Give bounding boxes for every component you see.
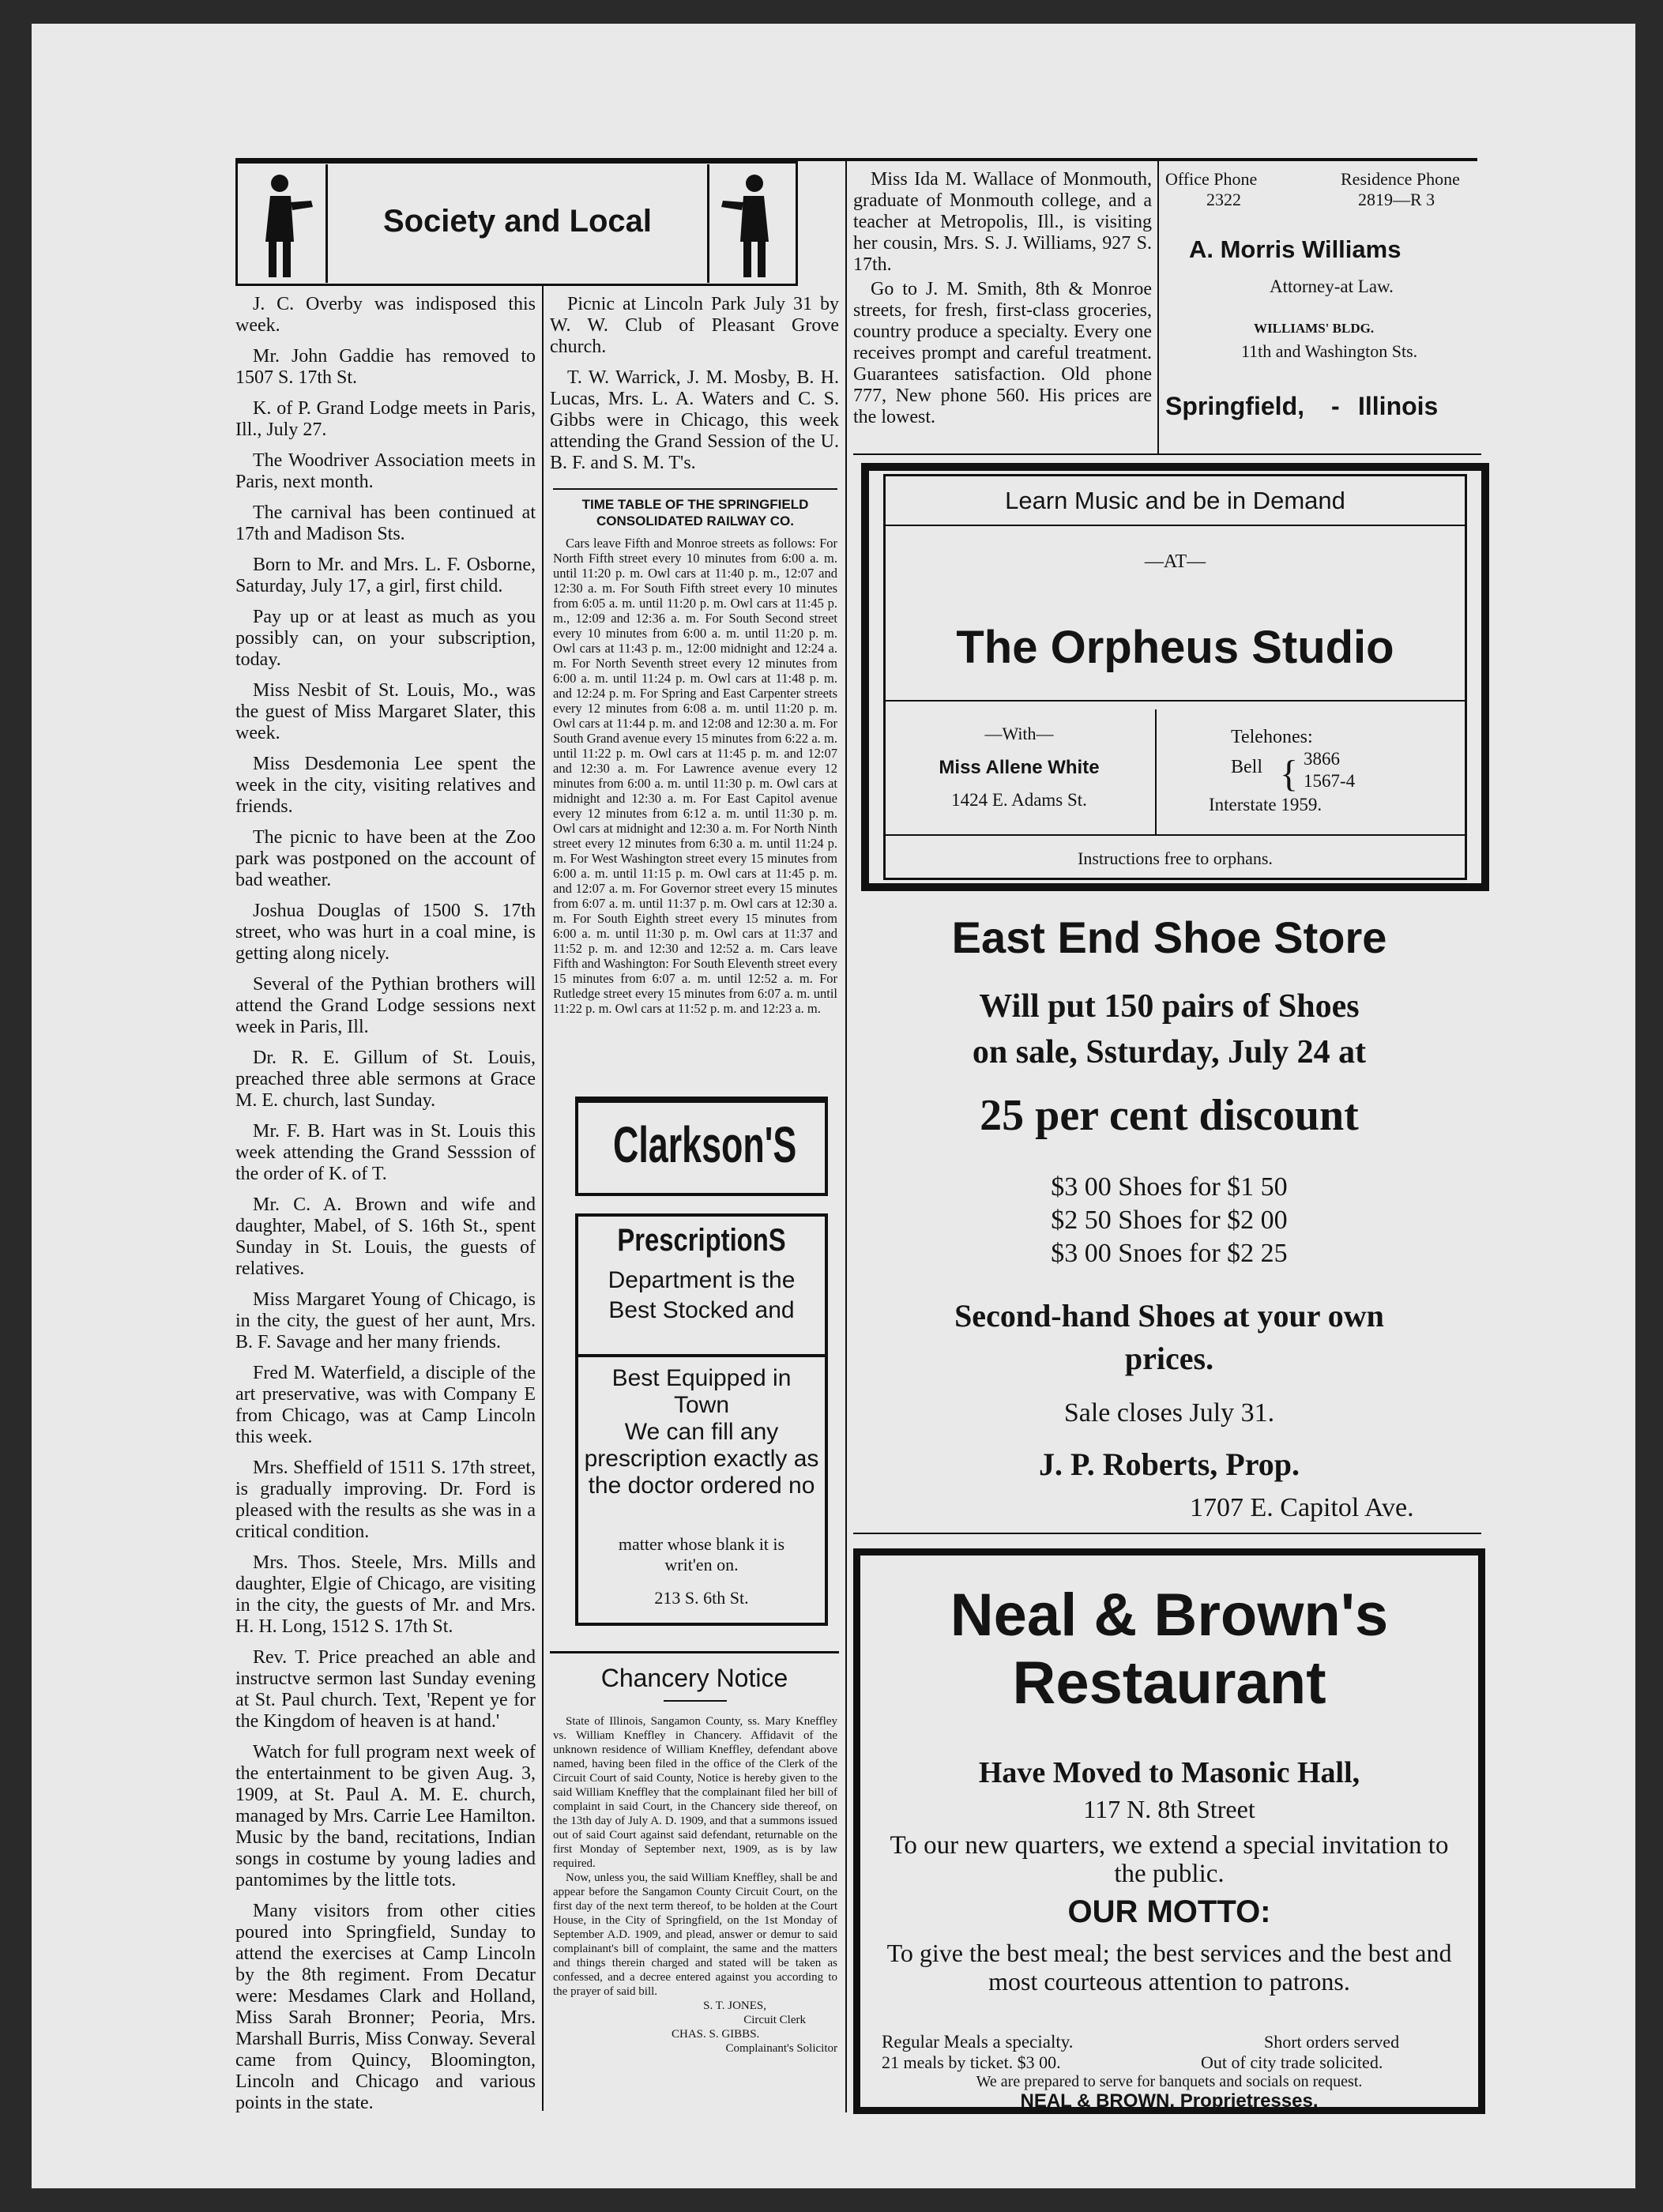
column-divider-3 [1157,161,1159,453]
shoe-store-name: East End Shoe Store [951,912,1387,962]
newspaper-page: Society and Local J. C. Overby was indisposed this week. Mr. John Gaddie has removed to 1507 S. 17th St. K. of P. Grand Lodge meets in Paris, Ill., July 27. The Woodriver Association meets in Paris, next month. The carnival has been continued at 17th and Madison Sts. Born to Mr. and Mrs. L. F. Osborne, Saturday, July 17, a girl, first child. Pay up or at least as much as you possibly can, on your subscription, today. Miss Nesbit of St. Louis, Mo., was the guest of Miss Margaret Slater, this week. Miss Desdemonia Lee spent the week in the city, visiting relatives and friends. The picnic to have been at the Zoo park was postponed on the account of bad weather. Joshua Douglas of 1500 S. 17th street, who was hurt in a coal mine, is getting along nicely. Several of the Pythian brothers will attend the Grand Lodge sessions next week in Paris, Ill. Dr. R. E. Gillum of St. Louis, preached three able sermons at Grace M. E. church, last Sunday. Mr. F. B. Hart was in St. Louis this week attending the Grand Sesssion of the order of K. of T. Mr. C. A. Brown and wife and daughter, Mabel, of S. 16th St., spent Sunday in St. Louis, the guests of relatives. Miss Margaret Young of Chicago, is in the city, the guest of her aunt, Mrs. B. F. Savage and her many friends. Fred M. Waterfield, a disciple of the art preservative, was with Company E from Chicago, was at Camp Lincoln this week. Mrs. Sheffield of 1511 S. 17th street, is gradually improving. Dr. Ford is pleased with the results as she was in a critical condition. Mrs. Thos. Steele, Mrs. Mills and daughter, Elgie of Chicago, are visiting in the city, the guests of Mr. and Mrs. H. H. Long, 1512 S. 17th St. Rev. T. Price preached an able and instructve sermon last Sunday evening at St. Paul church. Text, 'Repent ye for the Kingdom of heaven is at hand.' Watch for full program next week of the entertainment to be given Aug. 3, 1909, at St. Paul A. M. E. church, managed by Mrs. Carrie Lee Hamilton. Music by the band, recitations, Indian songs in costume by young ladies and pantomimes by the little tots. Many visitors from other cities poured into Springfield, Sunday to attend the exercises at Camp Lincoln by the 8th regiment. From Decatur were: Mesdames Clark and Holland, Miss Sarah Bronner; Peoria, Mrs. Marshall Burris, Miss Conway. Several came from Quincy, Bloomington, Lincoln and Chicago and various points in the state. Picnic at Lincoln Park July 31 by W. W. Club of Pleasant Grove church. T. W. Warrick, J. M. Mosby, B. H. Lucas, Mrs. L. A. Waters and C. S. Gibbs were in Chicago, this week attending the Grand Session of the U. B. F. and S. M. T's. TIME TABLE OF THE SPRINGFIELD CONSOLIDATED RAILWAY CO. Cars leave Fifth and Monroe streets as follows: For North Fifth street every 10 minutes from 6:00 a. m. until 11:20 p. m. Owl cars at 11:40 p. m., 12:07 and 12:30 a. m. For South Fifth street every 10 minutes from 6:05 a. m. until 11:20 p. m. Owl cars at 11:45 p. m., 12:09 and 12:36 a. m. For South Second street every 10 minutes from 6:00 a. m. until 11:20 p. m. Owl cars at 11:43 p. m., 12:00 midnight and 12:24 a. m. For North Seventh street every 12 minutes from 6:00 a. m. until 11:24 p. m. Owl cars at 11:48 p. m. and 12:24 p. m. For Spring and East Carpenter streets every 12 minutes from 6:08 a. m. until 11:20 p. m. Owl cars at 11:44 p. m. and 12:08 and 12:30 a. m. For South Grand avenue every 15 minutes from 6:22 a. m. until 11:22 p. m. Owl cars at 11:45 p. m. and 12:07 and 12:30 a. m. For Lawrence avenue every 12 minutes from 6:00 a. m. until 11:30 p. m. Owl cars at midnight and 12:30 a. m. For East Capitol avenue every 12 minutes from 6:12 a. m. until 11:30 p. m. Owl cars at midnight and 12:30 a. m. For North Ninth street every 12 minutes from 6:30 a. m. until 11:24 p. m. For West Washington street every 15 minutes from 6:00 a. m. until 11:15 p. m. Owl cars at 11:45 p. m. and 12:07 a. m. For Governor street every 15 minutes from 6:07 a. m. until 11:37 p. m. Owl cars at 12:30 a. m. For South Eighth street every 15 minutes from 6:00 a. m. until 11:30 p. m. Owl cars at 11:37 and 11:52 p. m. and 12:30 and 12:52 a. m. Cars leave Fifth and Washington: For South Eleventh street every 15 minutes from 6:07 a. m. until 12:52 a. m. For Rutledge street every 15 minutes from 6:07 a. m. until 11:22 p. m. Owl cars at 11:52 p. m. and 12:23 a. m. Clarkson'S PrescriptionS Department is the Best Stocked and Best Equipped in Town We can fill any prescription exactly as the doctor ordered no matter whose blank it is writ'en on. 213 S. 6th St. Chancery Notice State of Illinois, Sangamon County, ss. Mary Kneffley vs. William Kneffley in Chancery. Affidavit of the unknown residence of William Kneffley, defendant above named, having been filed in the office of the Clerk of the Circuit Court of said County, Notice is hereby given to the said William Kneffley that the complainant filed her bill of complaint in said Court, in the Chancery side thereof, on the 13th day of July A. D. 1909, and that a summons issued out of said Court against said defendant, returnable on the first Monday of September next, 1909, as is by law required. Now, unless you, the said William Kneffley, shall be and appear before the Sangamon County Circuit Court, on the first day of the next term thereof, to be holden at the Court House, in the City of Springfield, on the 1st Monday of September A.D. 1909, and plead, answer or demur to said complainant's bill of complaint, the same and the matters and things therein charged and stated will be taken as confessed, and a decree entered against you according to the prayer of said bill. S. T. JONES, Circuit Clerk CHAS. S. GIBBS. Complainant's Solicitor Miss Ida M. Wallace of Monmouth, graduate of Monmouth college, and a teacher at Metropolis, Ill., is visiting her cousin, Mrs. S. J. Williams, 927 S. 17th. Go to J. M. Smith, 8th & Monroe streets, for fresh, first-class groceries, country produce a specialty. Every one receives prompt and careful treatment. Guarantees satisfaction. Old phone 777, New phone 560. His prices are the lowest. Office Phone 2322 Residence Phone 2819—R 3 A. Morris Williams Attorney-at Law. WILLIAMS' BLDG. 11th and Washington Sts. Springfield, - Illinois Learn Music and be in Demand —AT— The Orpheus Studio —With— Miss Allene White 1424 E. Adams St. Telehones: Bell { 3866 1567-4 Interstate 1959. Instructions free to orphans. East End Shoe Store Will put 150 pairs of Shoes on sale, Ssturday, July 24 at 25 per cent discount $3 00 Shoes for $1 50 $2 50 Shoes for $2 00 $3 00 Snoes for $2 25 Second-hand Shoes at your own prices. Sale closes July 31. J. P. Roberts, Prop. 1707 E. Capitol Ave. Neal & Brown's Restaurant Have Moved to Masonic Hall, 117 N. 8th Street To our new quarters, we extend a special invitation to the public. OUR MOTTO: To give the best meal; the best services and the best and most courteous attention to patrons. Regular Meals a specialty. Short orders served 21 meals by ticket. $3 00. Out of city trade solicited. We are prepared to serve for banquets and socials on request. NEAL & BROWN, Proprietresses. [32,24,1635,2188]
local-item: Rev. T. Price preached an able and instructve sermon last Sunday evening at St. Paul church. Text, 'Repent ye for the Kingdom of heaven is at hand.' [235,1647,536,1732]
local-item: Dr. R. E. Gillum of St. Louis, preached three able sermons at Grace M. E. church, last Sunday. [235,1048,536,1111]
orpheus-name: The Orpheus Studio [956,622,1394,673]
clarkson-ad: Clarkson'S PrescriptionS Department is the Best Stocked and Best Equipped in Town We can fill any prescription exactly as the doctor ordered no matter whose blank it is writ'en on. 213 S. 6th St. [550,1081,839,1651]
local-item: Born to Mr. and Mrs. L. F. Osborne, Saturday, July 17, a girl, first child. [235,555,536,596]
clarkson-heading: PrescriptionS [617,1223,786,1258]
local-item: The picnic to have been at the Zoo park was postponed on the account of bad weather. [235,827,536,890]
local-item: Fred M. Waterfield, a disciple of the art preservative, was with Company E from Chicago, was at Camp Lincoln this week. [235,1363,536,1447]
timetable-title: TIME TABLE OF THE SPRINGFIELD CONSOLIDATED RAILWAY CO. [581,497,809,529]
middle-column [550,294,839,483]
local-item: Watch for full program next week of the entertainment to be given Aug. 3, 1909, at St. Paul A. M. E. church, managed by Mrs. Carrie Lee Hamilton. Music by the band, recitations, Indian songs in costume by young ladies and pantomimes by the little tots. [235,1742,536,1890]
local-item: Go to J. M. Smith, 8th & Monroe streets, for fresh, first-class groceries, country produce a specialty. Every one receives prompt and careful treatment. Guarantees satisfaction. Old phone 777, New phone 560. His prices are the lowest. [853,279,1152,427]
local-item: J. C. Overby was indisposed this week. [235,294,536,336]
local-item: Picnic at Lincoln Park July 31 by W. W. Club of Pleasant Grove church. [550,294,839,357]
local-item: Mrs. Thos. Steele, Mrs. Mills and daughter, Elgie of Chicago, are visiting in the city, the guests of Mr. and Mrs. H. H. Long, 1512 S. 17th St. [235,1552,536,1637]
restaurant-ad: Neal & Brown's Restaurant Have Moved to Masonic Hall, 117 N. 8th Street To our new quarters, we extend a special invitation to the public. OUR MOTTO: To give the best meal; the best services and the best and most courteous attention to patrons. Regular Meals a specialty. Short orders served 21 meals by ticket. $3 00. Out of city trade solicited. We are prepared to serve for banquets and socials on request. [853,1548,1485,2114]
local-item: Joshua Douglas of 1500 S. 17th street, who was hurt in a coal mine, is getting along nicely. [235,901,536,964]
column-divider-2 [845,161,847,2112]
local-item: Miss Margaret Young of Chicago, is in the city, the guest of her aunt, Mrs. B. F. Savage and her many friends. [235,1289,536,1352]
top-right-items [853,169,1152,438]
column-divider-1 [542,286,544,2111]
local-item: Miss Desdemonia Lee spent the week in the city, visiting relatives and friends. [235,754,536,817]
local-item: The carnival has been continued at 17th and Madison Sts. [235,502,536,544]
local-item: Mr. F. B. Hart was in St. Louis this week attending the Grand Sesssion of the order of K. of T. [235,1121,536,1184]
local-item: The Woodriver Association meets in Paris, next month. [235,450,536,492]
clarkson-name: Clarkson'S [613,1116,797,1173]
shoe-store-ad: East End Shoe Store Will put 150 pairs of Shoes on sale, Ssturday, July 24 at 25 per cent discount $3 00 Shoes for $1 50 $2 50 Shoes for $2 00 $3 00 Snoes for $2 25 Second-hand Shoes at your own prices. Sale closes July 31. J. P. Roberts, Prop. 1707 E. Capitol Ave. [853,893,1485,1525]
restaurant-name: Neal & Brown's [950,1582,1389,1649]
chancery-title: Chancery Notice [600,1664,788,1692]
local-item: T. W. Warrick, J. M. Mosby, B. H. Lucas, Mrs. L. A. Waters and C. S. Gibbs were in Chicago, this week attending the Grand Session of the U. B. F. and S. M. T's. [550,367,839,473]
local-item: Mr. John Gaddie has removed to 1507 S. 17th St. [235,346,536,388]
local-item: Several of the Pythian brothers will attend the Grand Lodge sessions next week in Paris, Ill. [235,974,536,1037]
waiter-figure-right-icon [717,171,788,281]
local-item: Many visitors from other cities poured into Springfield, Sunday to attend the exercises at Camp Lincoln by the 8th regiment. From Decatur were: Mesdames Clark and Holland, Miss Sarah Bronner; Peoria, Mrs. Marshall Burris, Miss Conway. Several came from Quincy, Bloomington, Lincoln and Chicago and various points in the state. [235,1901,536,2113]
chancery-body: State of Illinois, Sangamon County, ss. Mary Kneffley vs. William Kneffley in Chancery. Affidavit of the unknown residence of William Kneffley, defendant above named, having been filed in the office of the Clerk of the Circuit Court of said County, Notice is hereby given to the said William Kneffley that the complainant filed her bill of complaint in said Court, in the Chancery side thereof, on the 13th day of July A. D. 1909, and that a summons issued out of said Court against said defendant, returnable on the first Monday of September next, 1909, as is by law required. Now, unless you, the said William Kneffley, shall be and appear before the Sangamon County Circuit Court, on the first day of the next term thereof, to be holden at the Court House, in the City of Springfield, on the 1st Monday of September A.D. 1909, and plead, answer or demur to said complainant's bill of complaint, the same and the matters and things therein charged and stated will be taken as confessed, and a decree entered against you according to the prayer of said bill. S. T. JONES, Circuit Clerk CHAS. S. GIBBS. Complainant's Solicitor [553,1715,837,2055]
attorney-card: Office Phone 2322 Residence Phone 2819—R 3 A. Morris Williams Attorney-at Law. WILLIAMS' BLDG. 11th and Washington Sts. Springfield, - Illinois [1165,169,1460,420]
waiter-figure-left-icon [246,171,318,281]
local-item: Mrs. Sheffield of 1511 S. 17th street, is gradually improving. Dr. Ford is pleased with the results as she was in a critical condition. [235,1458,536,1542]
attorney-name: A. Morris Williams [1189,235,1402,263]
orpheus-studio-ad: Learn Music and be in Demand —AT— The Orpheus Studio —With— Miss Allene White 1424 E. Adams St. Telehones: Bell { 3866 1567-4 Interstate 1959. Instructions free to orphans. [861,463,1489,891]
local-item: Miss Ida M. Wallace of Monmouth, graduate of Monmouth college, and a teacher at Metropolis, Ill., is visiting her cousin, Mrs. S. J. Williams, 927 S. 17th. [853,169,1152,275]
local-item: Miss Nesbit of St. Louis, Mo., was the guest of Miss Margaret Slater, this week. [235,680,536,743]
timetable-body: Cars leave Fifth and Monroe streets as follows: For North Fifth street every 10 minutes from 6:00 a. m. until 11:20 p. m. Owl cars at 11:40 p. m., 12:07 and 12:30 a. m. For South Fifth street every 10 minutes from 6:05 a. m. until 11:20 p. m. Owl cars at 11:45 p. m., 12:09 and 12:36 a. m. For South Second street every 10 minutes from 6:00 a. m. until 11:20 p. m. Owl cars at 11:43 p. m., 12:00 midnight and 12:24 a. m. For North Seventh street every 12 minutes from 6:00 a. m. until 11:24 p. m. Owl cars at 11:48 p. m. and 12:24 p. m. For Spring and East Carpenter streets every 12 minutes from 6:08 a. m. until 11:20 p. m. Owl cars at 11:44 p. m. and 12:08 and 12:30 a. m. For South Grand avenue every 15 minutes from 6:22 a. m. until 11:22 p. m. Owl cars at 11:45 p. m. and 12:07 and 12:30 a. m. For Lawrence avenue every 12 minutes from 6:00 a. m. until 11:30 p. m. Owl cars at midnight and 12:30 a. m. For East Capitol avenue every 12 minutes from 6:12 a. m. until 11:30 p. m. Owl cars at midnight and 12:30 a. m. For North Ninth street every 12 minutes from 6:30 a. m. until 11:24 p. m. For West Washington street every 15 minutes from 6:00 a. m. until 11:15 p. m. Owl cars at 11:45 p. m. and 12:07 a. m. For Governor street every 15 minutes from 6:07 a. m. until 11:37 p. m. Owl cars at 12:30 a. m. For South Eighth street every 15 minutes from 6:00 a. m. until 11:30 p. m. Owl cars at 11:37 and 11:52 p. m. and 12:30 and 12:52 a. m. Cars leave Fifth and Washington: For South Eleventh street every 15 minutes from 6:07 a. m. until 12:52 a. m. For Rutledge street every 15 minutes from 6:07 a. m. until 11:22 p. m. Owl cars at 11:52 p. m. and 12:23 a. m. [553,536,837,1016]
local-items-column [235,294,536,2124]
local-item: K. of P. Grand Lodge meets in Paris, Ill., July 27. [235,398,536,440]
page-title: Society and Local [382,204,653,239]
local-item: Pay up or at least as much as you possibly can, on your subscription, today. [235,607,536,670]
local-item: Mr. C. A. Brown and wife and daughter, Mabel, of S. 16th St., spent Sunday in St. Louis, the guests of relatives. [235,1194,536,1279]
